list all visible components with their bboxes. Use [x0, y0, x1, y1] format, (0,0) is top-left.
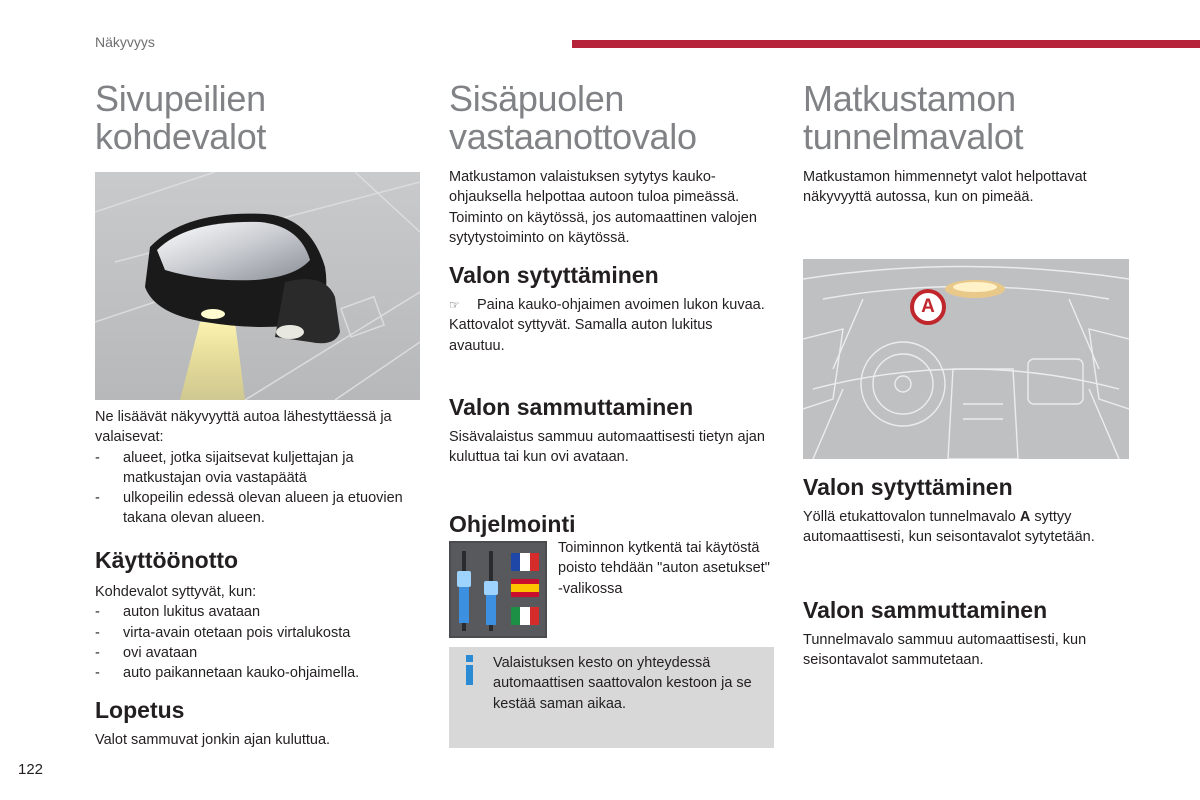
on-result: Kattovalot syttyvät. Samalla auton lukitus avautuu. [449, 317, 713, 354]
col3-off-heading: Valon sammuttaminen [803, 597, 1048, 623]
col1-stop-block [95, 696, 425, 750]
col2-title [449, 80, 779, 156]
header-accent-bar [572, 40, 1200, 48]
list-item: - ovi avataan [95, 644, 198, 661]
list-item: - virta-avain otetaan pois virtalukosta [95, 624, 351, 641]
col1-title-line1: Sivupeilien [95, 78, 266, 119]
info-text: Valaistuksen kesto on yhteydessä automaattisen saattovalon kestoon ja se kestää saman aikaa. [493, 655, 752, 712]
col3-off-text: Tunnelmavalo sammuu automaattisesti, kun seisontavalot sammutetaan. [803, 632, 1087, 669]
col3-title [803, 80, 1143, 156]
col1-title-line2: kohdevalot [95, 116, 267, 157]
callout-label-a: A [921, 296, 935, 317]
col3-on-block [803, 473, 1123, 548]
col3-on-text: Yöllä etukattovalon tunnelmavalo A syttyy automaattisesti, kun seisontavalot sytytetään. [803, 509, 1095, 546]
door-mirror-light-illustration [95, 172, 420, 400]
col1-activation-block [95, 546, 425, 683]
cabin-interior-illustration [803, 259, 1129, 459]
section-label: Näkyvyys [95, 34, 155, 50]
list-item: - ulkopeilin edessä olevan alueen ja etuovien takana olevan alueen. [95, 490, 403, 527]
info-box [449, 647, 774, 748]
off-text: Sisävalaistus sammuu automaattisesti tietyn ajan kuluttua tai kun ovi avataan. [449, 429, 765, 466]
stop-heading: Lopetus [95, 697, 185, 723]
col3-intro: Matkustamon himmennetyt valot helpottavat näkyvyyttä autossa, kun on pimeää. [803, 169, 1087, 206]
programming-text: Toiminnon kytkentä tai käytöstä poisto tehdään "auton asetukset" -valikossa [558, 540, 770, 597]
col2-intro-block [449, 167, 767, 248]
col2-on-block [449, 261, 767, 356]
col3-on-heading: Valon sytyttäminen [803, 474, 1013, 500]
settings-menu-flags-illustration [449, 541, 547, 638]
step-item [449, 295, 767, 315]
list-item: - alueet, jotka sijaitsevat kuljettajan ja matkustajan ovia vastapäätä [95, 449, 354, 486]
col2-prog-heading-wrap [449, 510, 767, 538]
programming-heading: Ohjelmointi [449, 511, 576, 537]
col3-title-line1: Matkustamon [803, 78, 1016, 119]
info-icon [461, 653, 479, 687]
page-number: 122 [18, 761, 44, 778]
col3-title-line2: tunnelmavalot [803, 116, 1024, 157]
col2-title-line1: Sisäpuolen [449, 78, 625, 119]
col2-title-line2: vastaanottovalo [449, 116, 697, 157]
col1-intro: Ne lisäävät näkyvyyttä autoa lähestyttäessä ja valaisevat: [95, 409, 392, 446]
list-item: - auton lukitus avataan [95, 604, 261, 621]
off-heading: Valon sammuttaminen [449, 394, 694, 420]
col1-intro-block [95, 407, 425, 529]
col1-title [95, 80, 425, 156]
on-heading: Valon sytyttäminen [449, 262, 659, 288]
col3-off-block [803, 596, 1123, 671]
hand-pointer-icon: ☞ [449, 298, 460, 312]
step-text: Paina kauko-ohjaimen avoimen lukon kuvaa. [477, 297, 765, 313]
list-item: - auto paikannetaan kauko-ohjaimella. [95, 665, 360, 682]
activation-heading: Käyttöönotto [95, 547, 239, 573]
col3-intro-block [803, 167, 1123, 208]
stop-text: Valot sammuvat jonkin ajan kuluttua. [95, 732, 331, 748]
col2-off-block [449, 393, 767, 468]
col2-intro: Matkustamon valaistuksen sytytys kauko-ohjauksella helpottaa autoon tuloa pimeässä. Toiminto on käytössä, jos automaattinen valojen sytytystoiminto on käytössä. [449, 169, 757, 246]
col2-prog-text-block [558, 538, 773, 599]
activation-intro: Kohdevalot syttyvät, kun: [95, 584, 257, 600]
